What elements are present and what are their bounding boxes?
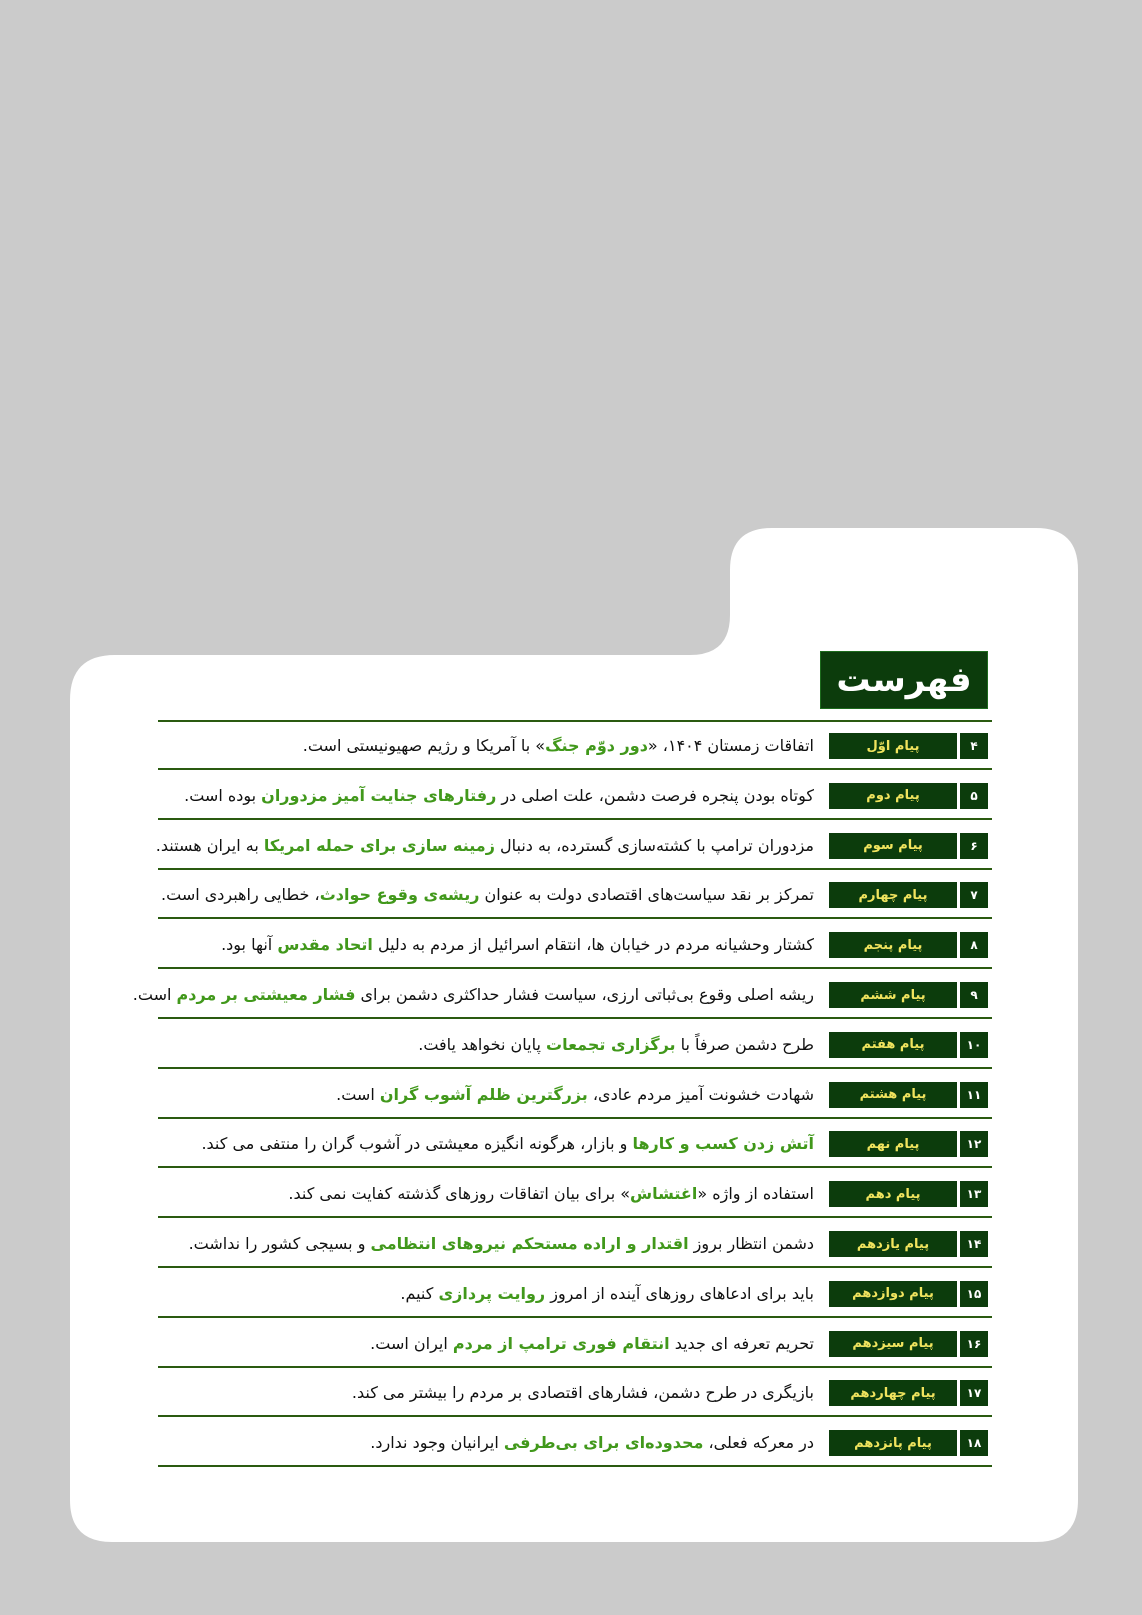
entry-text-segment: و بسیجی کشور را نداشت.: [188, 1234, 371, 1253]
entry-text-segment: اتفاقات زمستان ۱۴۰۴، «: [647, 736, 814, 755]
entry-text-segment: آنها بود.: [221, 935, 278, 955]
toc-divider: [158, 1117, 992, 1119]
toc-divider: [158, 1465, 992, 1467]
entry-text-segment: شهادت خشونت آمیز مردم عادی،: [587, 1084, 814, 1104]
toc-entry-text: [164, 931, 814, 959]
toc-entry-label: پیام هفتم: [829, 1032, 957, 1058]
toc-divider: [158, 967, 992, 969]
toc-entry[interactable]: [132, 971, 992, 1019]
toc-entry-label: پیام سوم: [829, 833, 957, 859]
toc-entry-text: [164, 1379, 814, 1407]
toc-entry-label: پیام دوازدهم: [829, 1281, 957, 1307]
highlighted-phrase: آتش زدن کسب و کارها: [632, 1134, 814, 1154]
toc-page-number: ۱۰: [957, 1032, 988, 1058]
entry-text-segment: پایان نخواهد یافت.: [418, 1034, 546, 1054]
entry-text-segment: به ایران هستند.: [155, 835, 264, 855]
toc-entry[interactable]: [155, 822, 992, 870]
toc-page-number: ۱۶: [957, 1331, 988, 1357]
entry-text-segment: کوتاه بودن پنجره فرصت دشمن، علت اصلی در: [496, 785, 814, 805]
toc-page-number: ۶: [957, 833, 988, 859]
entry-text-segment: ، خطایی راهبردی است.: [161, 885, 320, 905]
toc-divider: [158, 1415, 992, 1417]
highlighted-phrase: دور دوّم جنگ: [545, 736, 648, 755]
entry-text-segment: بوده است.: [184, 785, 262, 805]
toc-divider: [158, 818, 992, 820]
toc-page-number: ۱۴: [957, 1231, 988, 1257]
toc-entry-text: [164, 732, 814, 760]
highlighted-phrase: محدوده‌ای برای بی‌طرفی: [503, 1433, 704, 1453]
entry-text-segment: و بازار، هرگونه انگیزه معیشتی در آشوب گران را منتفی می کند.: [201, 1134, 633, 1154]
toc-page-number: ۱۵: [957, 1281, 988, 1307]
highlighted-phrase: برگزاری تجمعات: [546, 1034, 676, 1054]
toc-entry[interactable]: [158, 1220, 992, 1268]
toc-entry-label: پیام دهم: [829, 1181, 957, 1207]
entry-text-segment: طرح دشمن صرفاً با: [675, 1034, 814, 1054]
highlighted-phrase: انتقام فوری ترامپ از مردم: [452, 1333, 670, 1353]
toc-page-number: ۱۲: [957, 1131, 988, 1157]
toc-entry-label: پیام نهم: [829, 1131, 957, 1157]
entry-text-segment: ایرانیان وجود ندارد.: [370, 1433, 504, 1453]
toc-entry-text: [164, 1429, 814, 1457]
toc-entry-text: [164, 1280, 814, 1308]
toc-entry-label: پیام چهاردهم: [829, 1380, 957, 1406]
toc-entry-label: پیام اوّل: [829, 733, 957, 759]
highlighted-phrase: اغتشاش: [630, 1184, 698, 1204]
entry-text-segment: تمرکز بر نقد سیاست‌های اقتصادی دولت به عنوان: [479, 885, 814, 905]
toc-entry[interactable]: [158, 1021, 992, 1069]
toc-entry-text: [155, 832, 814, 860]
toc-divider: [158, 1366, 992, 1368]
toc-entry-label: پیام پانزدهم: [829, 1430, 957, 1456]
toc-entry-label: پیام سیزدهم: [829, 1331, 957, 1357]
highlighted-phrase: رفتارهای جنایت آمیز مزدوران: [261, 785, 497, 805]
highlighted-phrase: ریشه‌ی وقوع حوادث: [319, 885, 480, 905]
entry-text-segment: ریشه اصلی وقوع بی‌ثباتی ارزی، سیاست فشار حداکثری دشمن برای: [355, 985, 814, 1004]
toc-page-number: ۱۱: [957, 1082, 988, 1108]
toc-divider: [158, 1266, 992, 1268]
toc-page-number: ۱۳: [957, 1181, 988, 1207]
toc-entry-label: پیام پنجم: [829, 932, 957, 958]
entry-text-segment: تحریم تعرفه ای جدید: [669, 1333, 814, 1353]
entry-text-segment: کشتار وحشیانه مردم در خیابان ها، انتقام اسرائیل از مردم به دلیل: [372, 935, 814, 955]
toc-page-number: ۴: [957, 733, 988, 759]
toc-entry-label: پیام یازدهم: [829, 1231, 957, 1257]
toc-entry-label: پیام دوم: [829, 783, 957, 809]
toc-entry-text: [161, 881, 814, 909]
entry-text-segment: باید برای ادعاهای روزهای آینده از امروز: [545, 1283, 814, 1303]
entry-text-segment: ایران است.: [370, 1333, 453, 1353]
toc-entry[interactable]: [158, 921, 992, 969]
highlighted-phrase: اقتدار و اراده مستحکم نیروهای انتظامی: [370, 1234, 689, 1253]
toc-entry-text: [164, 1230, 814, 1258]
toc-entry[interactable]: [158, 1120, 992, 1168]
toc-page-number: ۹: [957, 982, 988, 1008]
toc-entry[interactable]: [158, 1369, 992, 1417]
entry-text-segment: دشمن انتظار بروز: [688, 1234, 814, 1253]
highlighted-phrase: بزرگترین ظلم آشوب گران: [379, 1084, 588, 1104]
entry-text-segment: » با آمریکا و رژیم صهیونیستی است.: [302, 736, 546, 755]
toc-divider: [158, 868, 992, 870]
entry-text-segment: است.: [336, 1084, 380, 1104]
entry-text-segment: است.: [132, 985, 177, 1004]
entry-text-segment: کنیم.: [400, 1283, 439, 1303]
toc-entry-text: [164, 1330, 814, 1358]
entry-text-segment: در معرکه فعلی،: [703, 1433, 814, 1453]
toc-entry-text: [132, 981, 814, 1009]
toc-entry[interactable]: [158, 1270, 992, 1318]
toc-entry[interactable]: [158, 1320, 992, 1368]
toc-entry[interactable]: [158, 1071, 992, 1119]
entry-text-segment: مزدوران ترامپ با کشته‌سازی گسترده، به دنبال: [494, 835, 814, 855]
toc-divider: [158, 1216, 992, 1218]
toc-entry-text: [164, 1180, 814, 1208]
toc-divider: [158, 768, 992, 770]
toc-page-number: ۸: [957, 932, 988, 958]
entry-text-segment: بازیگری در طرح دشمن، فشارهای اقتصادی بر مردم را بیشتر می کند.: [351, 1383, 814, 1403]
toc-page-number: ۱۷: [957, 1380, 988, 1406]
highlighted-phrase: فشار معیشتی بر مردم: [176, 985, 356, 1004]
toc-divider: [158, 1166, 992, 1168]
highlighted-phrase: اتحاد مقدس: [277, 935, 373, 955]
toc-entry-label: پیام هشتم: [829, 1082, 957, 1108]
toc-entry[interactable]: [158, 1419, 992, 1467]
toc-divider: [158, 1017, 992, 1019]
toc-entry-text: [164, 1031, 814, 1059]
toc-entry-text: [164, 1081, 814, 1109]
toc-entry-text: [164, 1130, 814, 1158]
highlighted-phrase: روایت پردازی: [438, 1283, 546, 1303]
toc-page-number: ۷: [957, 882, 988, 908]
toc-entry-text: [164, 782, 814, 810]
toc-page-number: ۵: [957, 783, 988, 809]
toc-entry-label: پیام چهارم: [829, 882, 957, 908]
toc-divider: [158, 1316, 992, 1318]
toc-entry[interactable]: [158, 722, 992, 770]
highlighted-phrase: زمینه سازی برای حمله امریکا: [263, 835, 495, 855]
toc-entry-label: پیام ششم: [829, 982, 957, 1008]
toc-entry[interactable]: [158, 871, 992, 919]
entry-text-segment: » برای بیان اتفاقات روزهای گذشته کفایت نمی کند.: [288, 1184, 631, 1204]
toc-page-number: ۱۸: [957, 1430, 988, 1456]
entry-text-segment: استفاده از واژه «: [697, 1184, 814, 1204]
toc-divider: [158, 1067, 992, 1069]
toc-divider: [158, 917, 992, 919]
toc-entry[interactable]: [158, 772, 992, 820]
toc-entry[interactable]: [158, 1170, 992, 1218]
toc-title: فهرست: [820, 651, 988, 709]
